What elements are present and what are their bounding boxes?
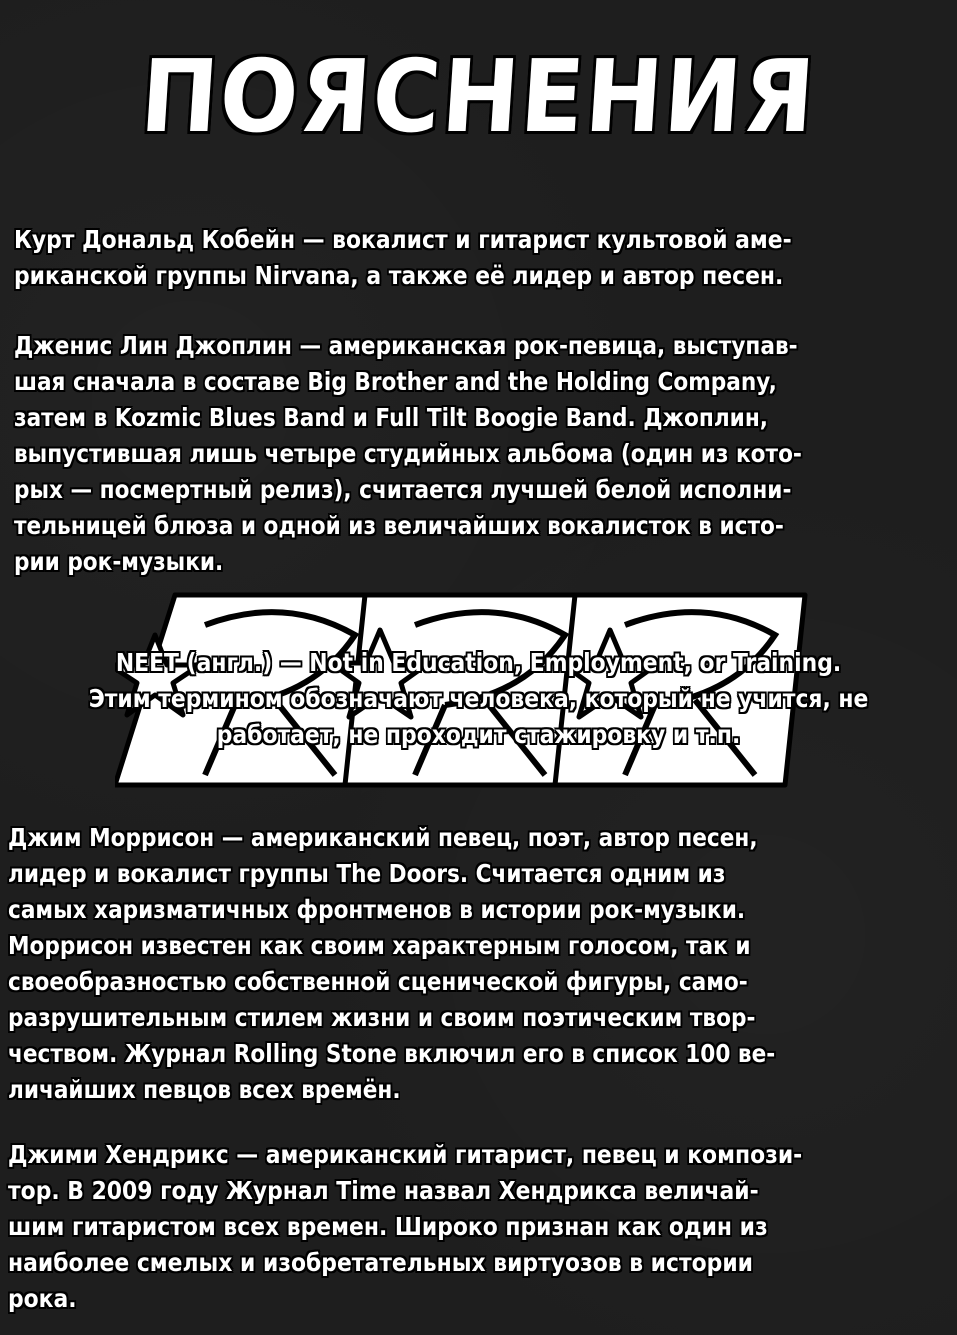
entry-line: чеством. Журнал Rolling Stone включил его в список 100 ве- — [8, 1039, 776, 1068]
entry-line: риканской группы Nirvana, а также её лидер и автор песен. — [14, 261, 784, 290]
entry-line: рых — посмертный релиз), считается лучшей белой исполни- — [14, 475, 792, 504]
entry-line: затем в Kozmic Blues Band и Full Tilt Boogie Band. Джоплин, — [14, 403, 768, 432]
entry-neet — [0, 645, 957, 753]
entry-line: Джим Моррисон — американский певец, поэт, автор песен, — [8, 823, 758, 852]
entry-line: рока. — [8, 1284, 77, 1313]
entry-line: личайших певцов всех времён. — [8, 1075, 401, 1104]
entry-line: шим гитаристом всех времен. Широко признан как один из — [8, 1212, 768, 1241]
entry-line: лидер и вокалист группы The Doors. Считается одним из — [8, 859, 726, 888]
entry-line: Джими Хендрикс — американский гитарист, певец и компози- — [8, 1140, 803, 1169]
entry-line: тельницей блюза и одной из величайших вокалисток в исто- — [14, 511, 784, 540]
entry-cobain — [14, 222, 792, 294]
entry-line: Этим термином обозначают человека, который не учится, не — [88, 684, 869, 713]
page-title: ПОЯСНЕНИЯ — [137, 38, 820, 155]
entry-line: NEET (англ.) — Not in Education, Employment, or Training. — [115, 648, 842, 677]
entry-line: тор. В 2009 году Журнал Time назвал Хендрикса величай- — [8, 1176, 759, 1205]
entry-morrison — [8, 820, 775, 1108]
entry-line: Моррисон известен как своим характерным голосом, так и — [8, 931, 751, 960]
entry-line: самых харизматичных фронтменов в истории рок-музыки. — [8, 895, 746, 924]
entry-line: шая сначала в составе Big Brother and the Holding Company, — [14, 367, 777, 396]
entry-line: наиболее смелых и изобретательных виртуозов в истории — [8, 1248, 754, 1277]
entry-line: работает, не проходит стажировку и т.п. — [216, 720, 741, 749]
entry-line: рии рок-музыки. — [14, 547, 224, 576]
entry-line: Курт Дональд Кобейн — вокалист и гитарист культовой аме- — [14, 225, 792, 254]
entry-line: выпустившая лишь четыре студийных альбома (один из кото- — [14, 439, 802, 468]
entry-line: разрушительным стилем жизни и своим поэтическим твор- — [8, 1003, 756, 1032]
entry-hendrix — [8, 1137, 802, 1317]
entry-line: своеобразностью собственной сценической фигуры, само- — [8, 967, 748, 996]
entry-joplin — [14, 328, 802, 580]
entry-line: Дженис Лин Джоплин — американская рок-певица, выступав- — [14, 331, 798, 360]
